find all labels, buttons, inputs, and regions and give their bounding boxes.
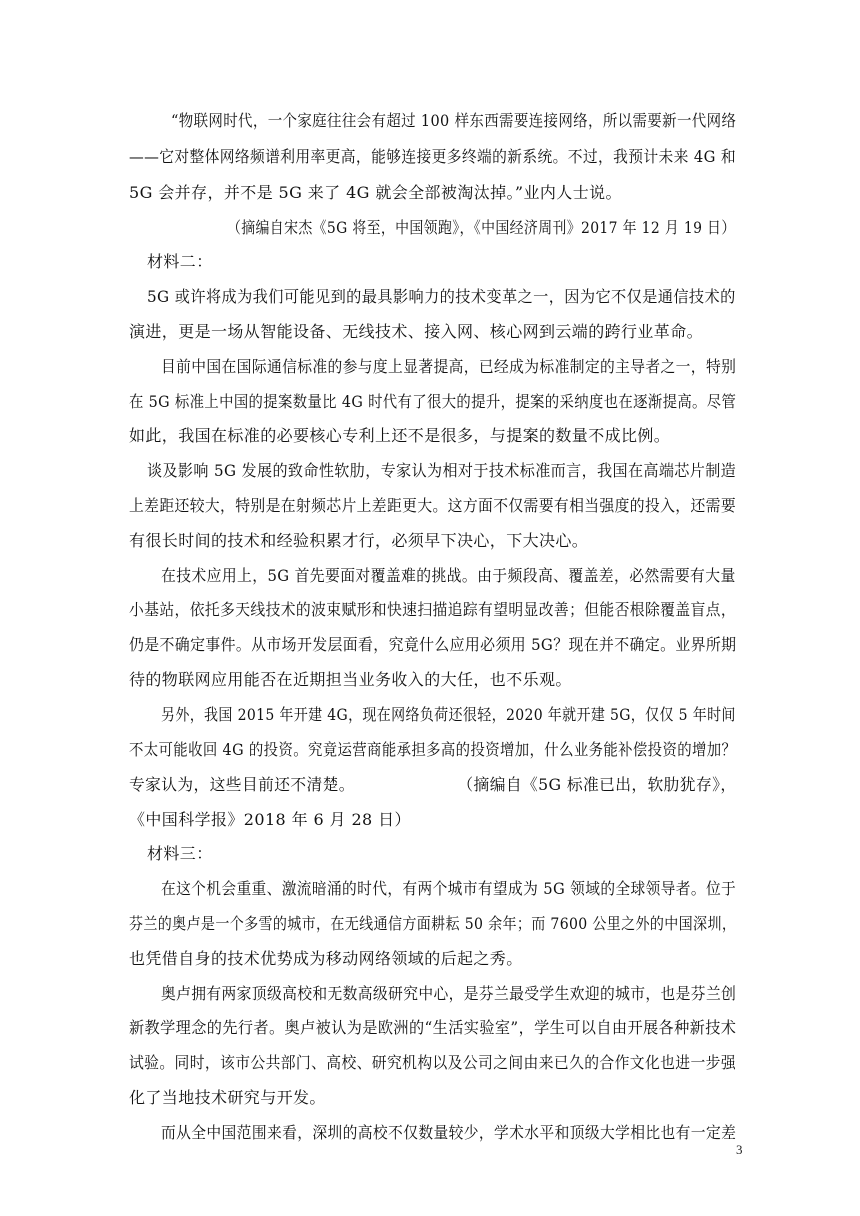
- text-line: 也凭借自身的技术优势成为移动网络领域的后起之秀。: [129, 949, 523, 968]
- text-line: 在技术应用上，5G 首先要面对覆盖难的挑战。由于频段高、覆盖差，必然需要有大量: [161, 566, 736, 585]
- text-line: 有很长时间的技术和经验积累才行，必须早下决心，下大决心。: [129, 531, 589, 550]
- text-line: 演进，更是一场从智能设备、无线技术、接入网、核心网到云端的跨行业革命。: [129, 322, 704, 341]
- text-line: 如此，我国在标准的必要核心专利上还不是很多，与提案的数量不成比例。: [129, 426, 671, 445]
- text-line: 专家认为，这些目前还不清楚。 （摘编自《5G 标准已出，软肋犹存》，: [129, 775, 737, 794]
- text-line: 另外，我国 2015 年开建 4G，现在网络负荷还很轻，2020 年就开建 5G，仅仅 5 年时间: [161, 705, 736, 724]
- text-line: 新教学理念的先行者。奥卢被认为是欧洲的“生活实验室”，学生可以自由开展各种新技术: [129, 1018, 737, 1037]
- source-citation: 《中国科学报》2018 年 6 月 28 日）: [129, 810, 411, 829]
- page-number: 3: [736, 1142, 743, 1157]
- text-line: 谈及影响 5G 发展的致命性软肋，专家认为相对于技术标准而言，我国在高端芯片制造: [147, 461, 737, 480]
- text-line: 仍是不确定事件。从市场开发层面看，究竟什么应用必须用 5G？现在并不确定。业界所期: [129, 635, 737, 654]
- text-line: 芬兰的奥卢是一个多雪的城市，在无线通信方面耕耘 50 余年；而 7600 公里之外的中国深圳，: [129, 914, 737, 933]
- text-line: 目前中国在国际通信标准的参与度上显著提高，已经成为标准制定的主导者之一，特别: [161, 357, 737, 376]
- text-line: 在 5G 标准上中国的提案数量比 4G 时代有了很大的提升，提案的采纳度也在逐渐提高。尽管: [129, 392, 737, 411]
- text-line: 在这个机会重重、激流暗涌的时代，有两个城市有望成为 5G 领域的全球领导者。位于: [161, 879, 737, 898]
- section-heading: 材料二：: [147, 252, 213, 271]
- text-line: 待的物联网应用能否在近期担当业务收入的大任，也不乐观。: [129, 670, 572, 689]
- text-line: 5G 或许将成为我们可能见到的最具影响力的技术变革之一，因为它不仅是通信技术的: [147, 287, 736, 306]
- text-line: 奥卢拥有两家顶级高校和无数高级研究中心，是芬兰最受学生欢迎的城市，也是芬兰创: [161, 984, 737, 1003]
- text-line: 化了当地技术研究与开发。: [129, 1088, 326, 1107]
- text-line: 试验。同时，该市公共部门、高校、研究机构以及公司之间由来已久的合作文化也进一步强: [129, 1053, 737, 1072]
- text-line: 不太可能收回 4G 的投资。究竟运营商能承担多高的投资增加，什么业务能补偿投资的增加？: [129, 740, 737, 759]
- text-line: 上差距还较大，特别是在射频芯片上差距更大。这方面不仅需要有相当强度的投入，还需要: [129, 496, 737, 515]
- text-line: “物联网时代，一个家庭往往会有超过 100 样东西需要连接网络，所以需要新一代网络: [171, 111, 737, 130]
- source-citation: （摘编自宋杰《5G 将至，中国领跑》，《中国经济周刊》2017 年 12 月 19 日）: [227, 218, 736, 237]
- section-heading: 材料三：: [147, 844, 213, 863]
- text-line: 小基站，依托多天线技术的波束赋形和快速扫描追踪有望明显改善；但能否根除覆盖盲点，: [129, 600, 737, 619]
- text-line: 而从全中国范围来看，深圳的高校不仅数量较少，学术水平和顶级大学相比也有一定差: [161, 1123, 737, 1142]
- text-line: ——它对整体网络频谱利用率更高，能够连接更多终端的新系统。不过，我预计未来 4G 和: [129, 147, 736, 166]
- text-line: 5G 会并存，并不是 5G 来了 4G 就会全部被淘汰掉。”业内人士说。: [129, 183, 622, 202]
